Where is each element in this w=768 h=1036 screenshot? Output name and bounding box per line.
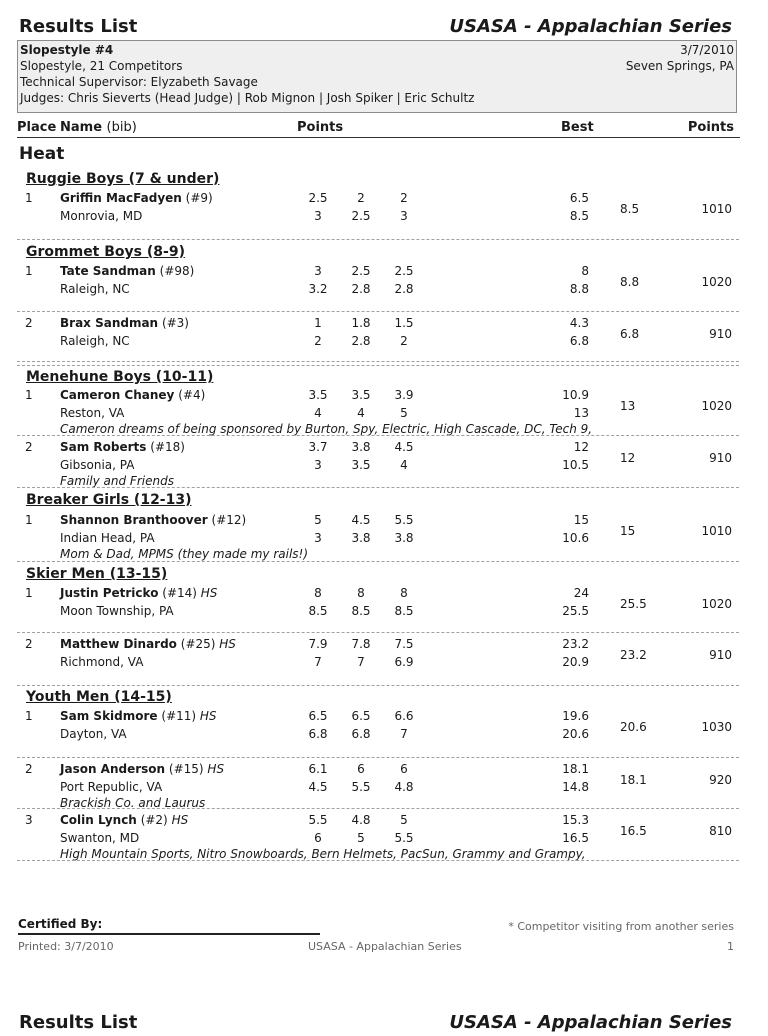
run2-score: 5.5	[394, 831, 414, 845]
entry-place: 2	[25, 637, 33, 651]
run2-score: 7	[357, 655, 365, 669]
bib-number: (#4)	[178, 388, 206, 402]
bib-number: (#3)	[161, 316, 189, 330]
best-score: 8.5	[620, 202, 640, 216]
run2-total: 6.8	[569, 334, 589, 348]
entry-place: 2	[25, 440, 33, 454]
competitor-hometown: Indian Head, PA	[60, 531, 155, 545]
run1-total: 24	[573, 586, 589, 600]
entry-place: 1	[25, 191, 33, 205]
best-score: 20.6	[620, 720, 647, 734]
category-heading: Youth Men (14-15)	[26, 689, 172, 705]
run1-score: 6	[400, 762, 408, 776]
competitor-hometown: Gibsonia, PA	[60, 458, 135, 472]
run2-total: 10.5	[562, 458, 589, 472]
competitor-hometown: Richmond, VA	[60, 655, 144, 669]
run2-score: 6.8	[351, 727, 371, 741]
competitor-name-text: Colin Lynch	[60, 813, 137, 827]
bib-number: (#11)	[161, 709, 197, 723]
hs-tag: HS	[219, 637, 236, 651]
competitor-name	[60, 813, 188, 827]
sponsor-note: Cameron dreams of being sponsored by Burton, Spy, Electric, High Cascade, DC, Tech 9,	[60, 422, 593, 436]
run2-score: 5	[357, 831, 365, 845]
run2-score: 8.5	[394, 604, 414, 618]
row-separator	[17, 757, 739, 758]
run1-score: 2	[357, 191, 365, 205]
competitor-name	[60, 762, 224, 776]
technical-supervisor: Technical Supervisor: Elyzabeth Savage	[20, 75, 258, 89]
series-points: 910	[709, 327, 732, 341]
run1-score: 5	[400, 813, 408, 827]
run2-score: 3	[314, 458, 322, 472]
competitor-name	[60, 513, 246, 527]
run1-score: 7.9	[308, 637, 328, 651]
category-heading: Grommet Boys (8-9)	[26, 244, 185, 260]
best-score: 16.5	[620, 824, 647, 838]
run2-score: 6.8	[308, 727, 328, 741]
run1-score: 8	[314, 586, 322, 600]
event-location: Seven Springs, PA	[625, 59, 734, 73]
run1-score: 2.5	[308, 191, 328, 205]
run2-score: 2	[400, 334, 408, 348]
best-score: 13	[620, 399, 636, 413]
run2-score: 6.9	[394, 655, 414, 669]
heat-heading: Heat	[19, 144, 65, 164]
next-page-series: USASA - Appalachian Series	[449, 1012, 732, 1033]
run2-score: 4.5	[308, 780, 328, 794]
row-separator	[17, 239, 739, 240]
run2-score: 7	[400, 727, 408, 741]
competitor-name	[60, 388, 205, 402]
entry-place: 2	[25, 762, 33, 776]
bib-number: (#15)	[168, 762, 204, 776]
competitor-name-text: Justin Petricko	[60, 586, 159, 600]
run2-score: 3	[314, 531, 322, 545]
competitor-hometown: Moon Township, PA	[60, 604, 174, 618]
hs-tag: HS	[199, 709, 217, 723]
run2-score: 4	[357, 406, 365, 420]
run1-total: 6.5	[569, 191, 589, 205]
competitor-name	[60, 191, 213, 205]
row-separator	[17, 632, 739, 633]
next-page-header	[19, 1012, 732, 1036]
run2-total: 10.6	[562, 531, 589, 545]
col-place: Place	[17, 120, 57, 135]
run1-total: 4.3	[569, 316, 589, 330]
run1-score: 7.5	[394, 637, 414, 651]
run1-score: 6.1	[308, 762, 328, 776]
row-separator	[17, 808, 739, 809]
category-heading: Ruggie Boys (7 & under)	[26, 171, 220, 187]
row-separator	[17, 435, 739, 436]
competitor-hometown: Monrovia, MD	[60, 209, 143, 223]
run1-score: 1.5	[394, 316, 414, 330]
row-separator	[17, 860, 739, 861]
run2-score: 2.8	[351, 282, 371, 296]
series-title: USASA - Appalachian Series	[449, 16, 732, 37]
certified-by-label: Certified By:	[18, 917, 103, 931]
run2-score: 4	[400, 458, 408, 472]
run1-total: 23.2	[562, 637, 589, 651]
competitor-hometown: Dayton, VA	[60, 727, 127, 741]
entry-place: 1	[25, 709, 33, 723]
sponsor-note: Mom & Dad, MPMS (they made my rails!)	[60, 547, 309, 561]
event-name: Slopestyle #4	[20, 43, 114, 57]
run1-score: 3.8	[351, 440, 371, 454]
competitor-name-text: Shannon Branthoover	[60, 513, 208, 527]
run1-score: 8	[400, 586, 408, 600]
series-points: 810	[709, 824, 732, 838]
next-page-title: Results List	[19, 1012, 138, 1033]
run1-score: 1	[314, 316, 322, 330]
run1-score: 4.5	[351, 513, 371, 527]
competitor-name-text: Jason Anderson	[60, 762, 166, 776]
category-heading: Menehune Boys (10-11)	[26, 369, 214, 385]
run1-score: 5	[314, 513, 322, 527]
series-points: 1020	[701, 597, 732, 611]
entry-place: 1	[25, 513, 33, 527]
run2-total: 20.9	[562, 655, 589, 669]
competitor-hometown: Raleigh, NC	[60, 282, 130, 296]
series-points: 910	[709, 648, 732, 662]
bib-number: (#18)	[150, 440, 185, 454]
bib-number: (#14)	[162, 586, 197, 600]
col-best: Best	[561, 120, 594, 135]
best-score: 25.5	[620, 597, 647, 611]
competitor-name-text: Matthew Dinardo	[60, 637, 177, 651]
bib-number: (#2)	[140, 813, 168, 827]
run1-score: 3.5	[351, 388, 371, 402]
run2-score: 2.8	[394, 282, 414, 296]
run1-total: 18.1	[562, 762, 589, 776]
run2-total: 14.8	[562, 780, 589, 794]
entry-place: 3	[25, 813, 33, 827]
run2-score: 3.2	[308, 282, 328, 296]
competitor-hometown: Raleigh, NC	[60, 334, 130, 348]
series-points: 1030	[701, 720, 732, 734]
competitor-hometown: Port Republic, VA	[60, 780, 163, 794]
run2-score: 3.8	[394, 531, 414, 545]
best-score: 6.8	[620, 327, 640, 341]
run2-total: 8.8	[569, 282, 589, 296]
run2-total: 20.6	[562, 727, 589, 741]
judges-list: Judges: Chris Sieverts (Head Judge) | Rob Mignon | Josh Spiker | Eric Schultz	[20, 91, 475, 105]
row-separator	[17, 685, 739, 686]
run2-score: 6	[314, 831, 322, 845]
competitor-name-text: Sam Roberts	[60, 440, 147, 454]
bib-number: (#25)	[180, 637, 216, 651]
run1-score: 6.6	[394, 709, 414, 723]
run2-score: 3.5	[351, 458, 371, 472]
entry-place: 1	[25, 586, 33, 600]
run1-score: 4.5	[394, 440, 414, 454]
row-separator	[17, 561, 739, 562]
sponsor-note: High Mountain Sports, Nitro Snowboards, Bern Helmets, PacSun, Grammy and Grampy,	[60, 847, 586, 861]
hs-tag: HS	[171, 813, 189, 827]
bib-number: (#98)	[159, 264, 195, 278]
best-score: 15	[620, 524, 636, 538]
run1-total: 12	[573, 440, 589, 454]
run2-score: 2	[314, 334, 322, 348]
run1-score: 6	[357, 762, 365, 776]
competitor-name	[60, 709, 217, 723]
run1-score: 3.5	[308, 388, 328, 402]
competitor-name-text: Cameron Chaney	[60, 388, 175, 402]
run1-total: 15	[573, 513, 589, 527]
best-score: 23.2	[620, 648, 647, 662]
col-points-total: Points	[687, 120, 734, 135]
visiting-note: * Competitor visiting from another series	[508, 920, 734, 933]
run2-total: 8.5	[569, 209, 589, 223]
run1-score: 2.5	[394, 264, 414, 278]
competitor-name-text: Griffin MacFadyen	[60, 191, 182, 205]
run1-score: 7.8	[351, 637, 371, 651]
competitor-name	[60, 586, 217, 600]
bib-number: (#9)	[185, 191, 213, 205]
run1-score: 2	[400, 191, 408, 205]
row-separator	[17, 361, 739, 366]
col-name: Name (bib)	[60, 120, 137, 135]
run2-total: 13	[573, 406, 589, 420]
entry-place: 1	[25, 388, 33, 402]
run2-score: 7	[314, 655, 322, 669]
entry-place: 2	[25, 316, 33, 330]
row-separator	[17, 311, 739, 312]
run1-total: 15.3	[562, 813, 589, 827]
series-points: 1010	[701, 202, 732, 216]
run1-total: 10.9	[562, 388, 589, 402]
run2-score: 2.8	[351, 334, 371, 348]
competitor-name	[60, 264, 194, 278]
sponsor-note: Brackish Co. and Laurus	[60, 796, 206, 810]
run2-total: 16.5	[562, 831, 589, 845]
run1-score: 4.8	[351, 813, 371, 827]
run2-total: 25.5	[562, 604, 589, 618]
page-header	[19, 16, 732, 40]
run1-total: 19.6	[562, 709, 589, 723]
best-score: 18.1	[620, 773, 647, 787]
run2-score: 3	[400, 209, 408, 223]
best-score: 12	[620, 451, 636, 465]
run1-score: 8	[357, 586, 365, 600]
event-date: 3/7/2010	[680, 43, 734, 57]
series-points: 920	[709, 773, 732, 787]
entry-place: 1	[25, 264, 33, 278]
event-info-box	[17, 40, 737, 113]
column-header	[17, 118, 740, 138]
run1-score: 2.5	[351, 264, 371, 278]
run1-score: 3.9	[394, 388, 414, 402]
page-number: 1	[727, 940, 734, 953]
run2-score: 3.8	[351, 531, 371, 545]
run2-score: 2.5	[351, 209, 371, 223]
hs-tag: HS	[207, 762, 225, 776]
footer-series: USASA - Appalachian Series	[308, 940, 462, 953]
printed-date: Printed: 3/7/2010	[18, 940, 114, 953]
series-points: 1010	[701, 524, 732, 538]
page-title: Results List	[19, 16, 138, 37]
run1-score: 6.5	[308, 709, 328, 723]
run1-score: 3	[314, 264, 322, 278]
run2-score: 4.8	[394, 780, 414, 794]
bib-number: (#12)	[211, 513, 247, 527]
category-heading: Skier Men (13-15)	[26, 566, 168, 582]
hs-tag: HS	[200, 586, 218, 600]
competitor-name	[60, 637, 236, 651]
run1-total: 8	[581, 264, 589, 278]
run1-score: 1.8	[351, 316, 371, 330]
competitor-name-text: Tate Sandman	[60, 264, 156, 278]
series-points: 910	[709, 451, 732, 465]
event-subtitle: Slopestyle, 21 Competitors	[20, 59, 183, 73]
row-separator	[17, 487, 739, 488]
competitor-hometown: Swanton, MD	[60, 831, 140, 845]
category-heading: Breaker Girls (12-13)	[26, 492, 192, 508]
col-points: Points	[297, 120, 344, 135]
competitor-name	[60, 440, 185, 454]
best-score: 8.8	[620, 275, 640, 289]
series-points: 1020	[701, 399, 732, 413]
run2-score: 5.5	[351, 780, 371, 794]
competitor-name	[60, 316, 189, 330]
run2-score: 8.5	[351, 604, 371, 618]
run1-score: 3.7	[308, 440, 328, 454]
competitor-name-text: Brax Sandman	[60, 316, 159, 330]
series-points: 1020	[701, 275, 732, 289]
run1-score: 5.5	[394, 513, 414, 527]
sponsor-note: Family and Friends	[60, 474, 174, 488]
run2-score: 3	[314, 209, 322, 223]
competitor-hometown: Reston, VA	[60, 406, 125, 420]
competitor-name-text: Sam Skidmore	[60, 709, 158, 723]
run1-score: 6.5	[351, 709, 371, 723]
run1-score: 5.5	[308, 813, 328, 827]
signature-line	[18, 933, 320, 935]
run2-score: 4	[314, 406, 322, 420]
run2-score: 8.5	[308, 604, 328, 618]
run2-score: 5	[400, 406, 408, 420]
